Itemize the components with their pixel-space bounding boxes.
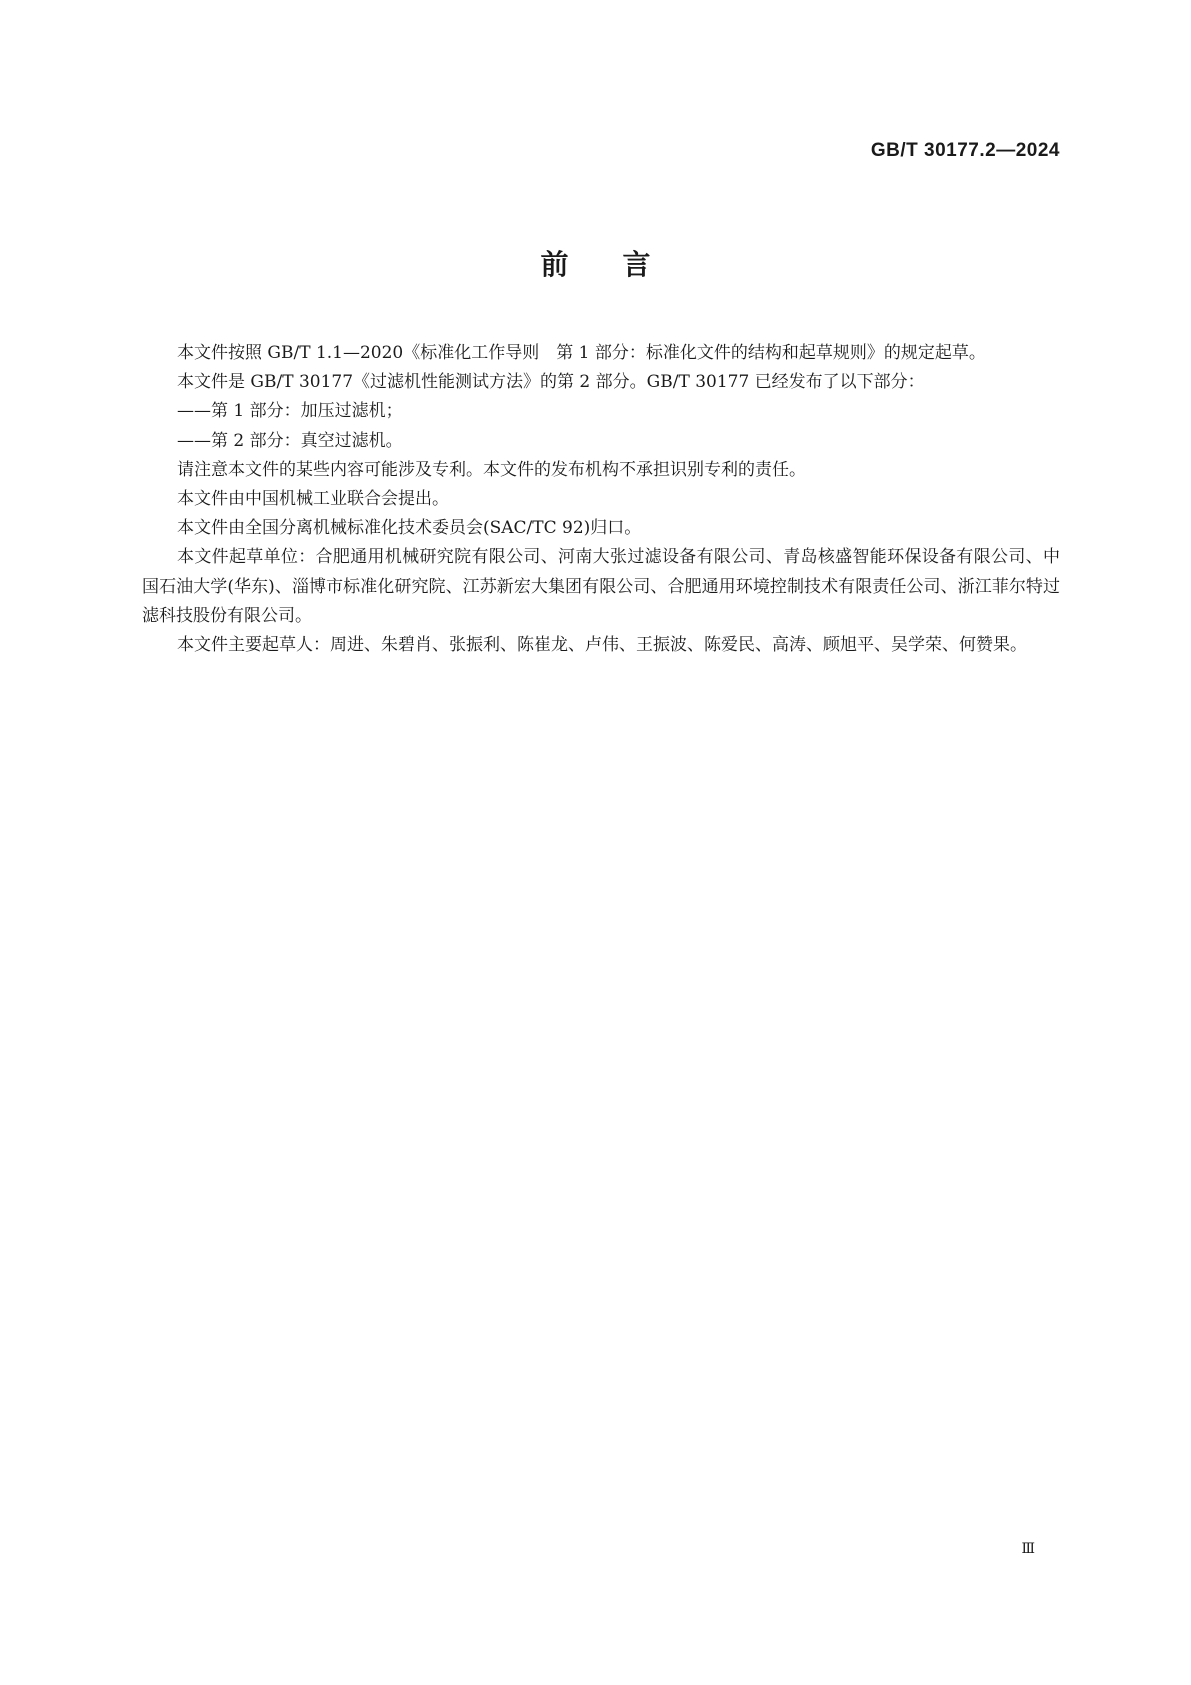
paragraph-drafting-rules: 本文件按照 GB/T 1.1—2020《标准化工作导则 第 1 部分：标准化文件的结构和起草规则》的规定起草。 (177, 343, 986, 363)
list-item-part-1: ——第 1 部分：加压过滤机； (177, 401, 403, 422)
paragraph-committee: 本文件由全国分离机械标准化技术委员会(SAC/TC 92)归口。 (177, 518, 642, 539)
paragraph-drafters: 本文件主要起草人：周进、朱碧肖、张振利、陈崔龙、卢伟、王振波、陈爱民、高涛、顾旭平、吴学荣、何赞果。 (177, 635, 1027, 656)
paragraph-series-parts: 本文件是 GB/T 30177《过滤机性能测试方法》的第 2 部分。GB/T 30177 已经发布了以下部分： (177, 372, 925, 393)
paragraph-proposer: 本文件由中国机械工业联合会提出。 (177, 489, 449, 510)
foreword-body (142, 339, 1060, 660)
paragraph-patent-notice: 请注意本文件的某些内容可能涉及专利。本文件的发布机构不承担识别专利的责任。 (177, 459, 806, 480)
standard-number: GB/T 30177.2—2024 (870, 140, 1060, 161)
list-item-part-2: ——第 2 部分：真空过滤机。 (177, 430, 403, 451)
paragraph-drafting-units: 本文件起草单位：合肥通用机械研究院有限公司、河南大张过滤设备有限公司、青岛核盛智能环保设备有限公司、中国石油大学(华东)、淄博市标准化研究院、江苏新宏大集团有限公司、合肥通用环境控制技术有限责任公司、浙江菲尔特过滤科技股份有限公司。 (142, 547, 1060, 626)
page-title: 前言 (540, 248, 705, 281)
page-number: Ⅲ (1021, 1541, 1035, 1557)
